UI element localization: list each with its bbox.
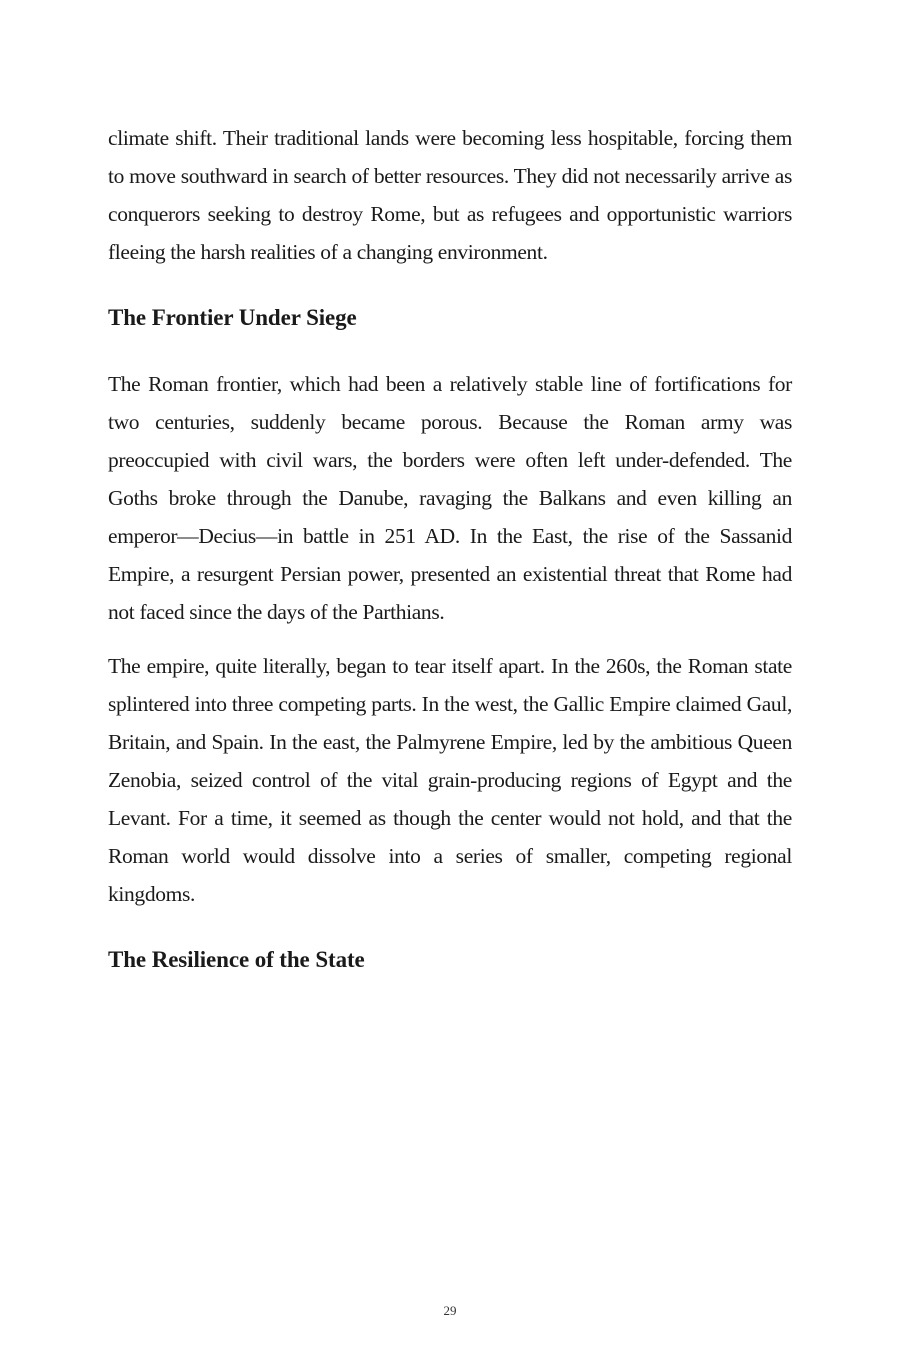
paragraph: The empire, quite literally, began to tear itself apart. In the 260s, the Roman state splintered into three competing parts. In the west, the Gallic Empire claimed Gaul, Britain, and Spain. In the east, the Palmyrene Empire, led by the ambitious Queen Zenobia, seized control of the vital grain-producing regions of Egypt and the Levant. For a time, it seemed as though the center would not hold, and that the Roman world would dissolve into a series of smaller, competing regional kingdoms.: [108, 654, 792, 906]
section-heading: The Resilience of the State: [108, 947, 365, 972]
page-body: [108, 119, 792, 1007]
paragraph: The Roman frontier, which had been a relatively stable line of fortifications for two centuries, suddenly became porous. Because the Roman army was preoccupied with civil wars, the borders were often left under-defended. The Goths broke through the Danube, ravaging the Balkans and even killing an emperor—Decius—in battle in 251 AD. In the East, the rise of the Sassanid Empire, a resurgent Persian power, presented an existential threat that Rome had not faced since the days of the Parthians.: [108, 372, 792, 624]
page-number: 29: [443, 1303, 457, 1318]
section-heading: The Frontier Under Siege: [108, 305, 357, 330]
paragraph: climate shift. Their traditional lands were becoming less hospitable, forcing them to move southward in search of better resources. They did not necessarily arrive as conquerors seeking to destroy Rome, but as refugees and opportunistic warriors fleeing the harsh realities of a changing environment.: [108, 126, 792, 264]
